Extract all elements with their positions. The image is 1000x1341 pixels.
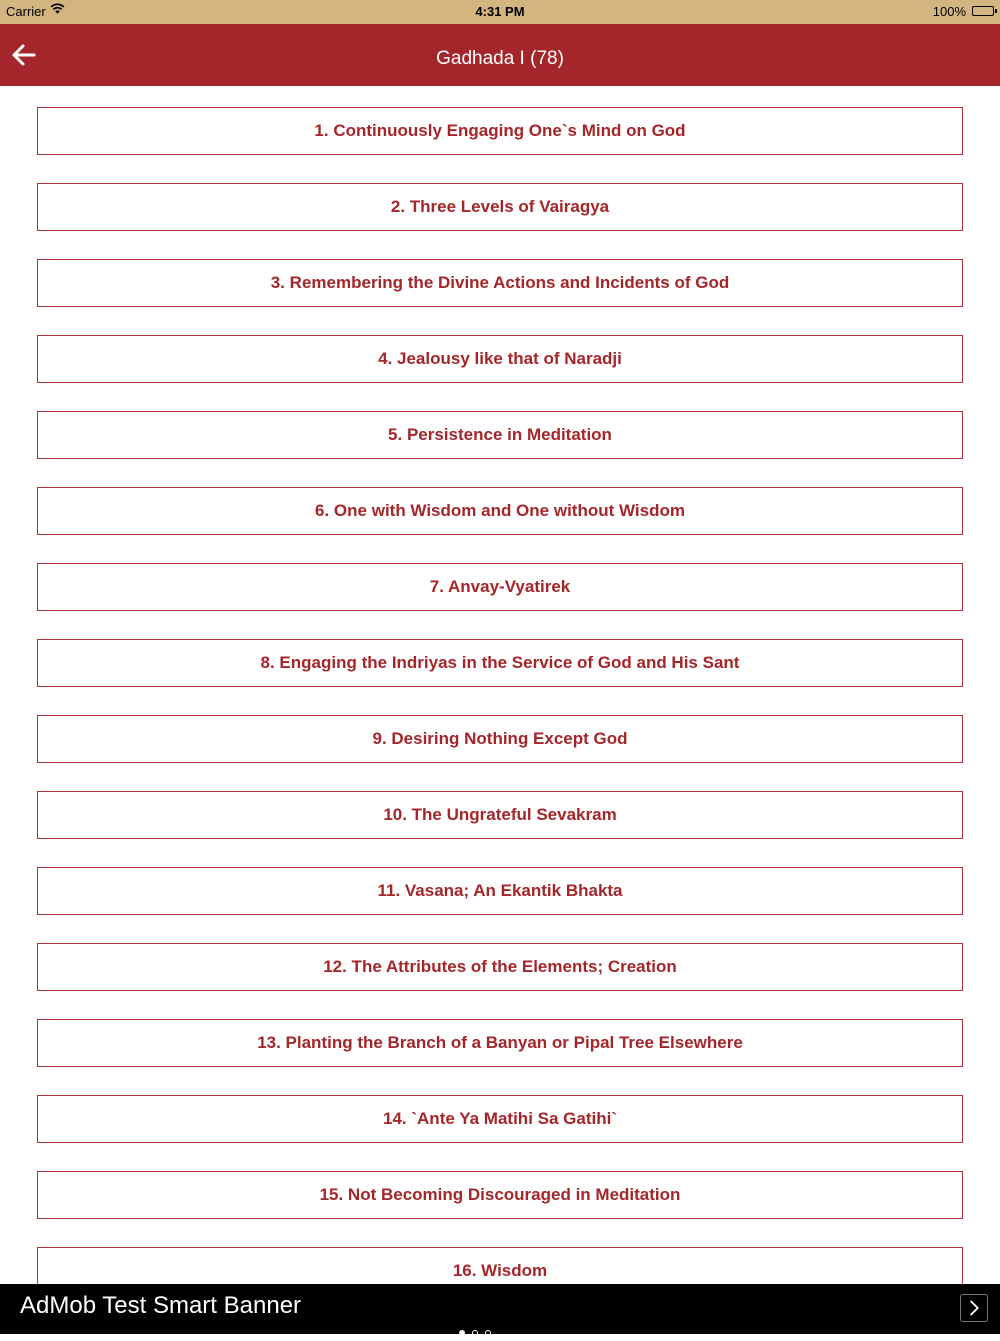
page-dot-3 bbox=[485, 1330, 491, 1336]
list-item-9[interactable]: 9. Desiring Nothing Except God bbox=[37, 715, 963, 763]
list-item-11[interactable]: 11. Vasana; An Ekantik Bhakta bbox=[37, 867, 963, 915]
carrier-label: Carrier bbox=[6, 4, 46, 19]
list-item-6[interactable]: 6. One with Wisdom and One without Wisdom bbox=[37, 487, 963, 535]
ad-banner-text[interactable]: AdMob Test Smart Banner bbox=[20, 1292, 302, 1319]
status-time: 4:31 PM bbox=[475, 4, 525, 19]
chevron-right-icon[interactable] bbox=[960, 1294, 988, 1322]
battery-icon bbox=[972, 6, 994, 16]
list-item-8[interactable]: 8. Engaging the Indriyas in the Service of God and His Sant bbox=[37, 639, 963, 687]
page-indicator bbox=[459, 1323, 498, 1331]
list-item-14[interactable]: 14. `Ante Ya Matihi Sa Gatihi` bbox=[37, 1095, 963, 1143]
battery-percentage: 100% bbox=[932, 4, 966, 19]
list-item-3[interactable]: 3. Remembering the Divine Actions and Incidents of God bbox=[37, 259, 963, 307]
list-item-16[interactable]: 16. Wisdom bbox=[37, 1247, 963, 1284]
list-item-15[interactable]: 15. Not Becoming Discouraged in Meditation bbox=[37, 1171, 963, 1219]
page-dot-1 bbox=[459, 1330, 465, 1336]
list-item-12[interactable]: 12. The Attributes of the Elements; Creation bbox=[37, 943, 963, 991]
list-item-13[interactable]: 13. Planting the Branch of a Banyan or Pipal Tree Elsewhere bbox=[37, 1019, 963, 1067]
ad-banner[interactable] bbox=[0, 1284, 1000, 1334]
list-item-10[interactable]: 10. The Ungrateful Sevakram bbox=[37, 791, 963, 839]
page-dot-2 bbox=[472, 1330, 478, 1336]
nav-bar bbox=[0, 24, 1000, 86]
list-item-5[interactable]: 5. Persistence in Meditation bbox=[37, 411, 963, 459]
chapter-list[interactable] bbox=[0, 86, 1000, 1284]
status-bar bbox=[0, 0, 1000, 24]
list-item-4[interactable]: 4. Jealousy like that of Naradji bbox=[37, 335, 963, 383]
list-item-7[interactable]: 7. Anvay-Vyatirek bbox=[37, 563, 963, 611]
list-item-2[interactable]: 2. Three Levels of Vairagya bbox=[37, 183, 963, 231]
list-item-1[interactable]: 1. Continuously Engaging One`s Mind on God bbox=[37, 107, 963, 155]
page-title: Gadhada I (78) bbox=[436, 48, 564, 69]
